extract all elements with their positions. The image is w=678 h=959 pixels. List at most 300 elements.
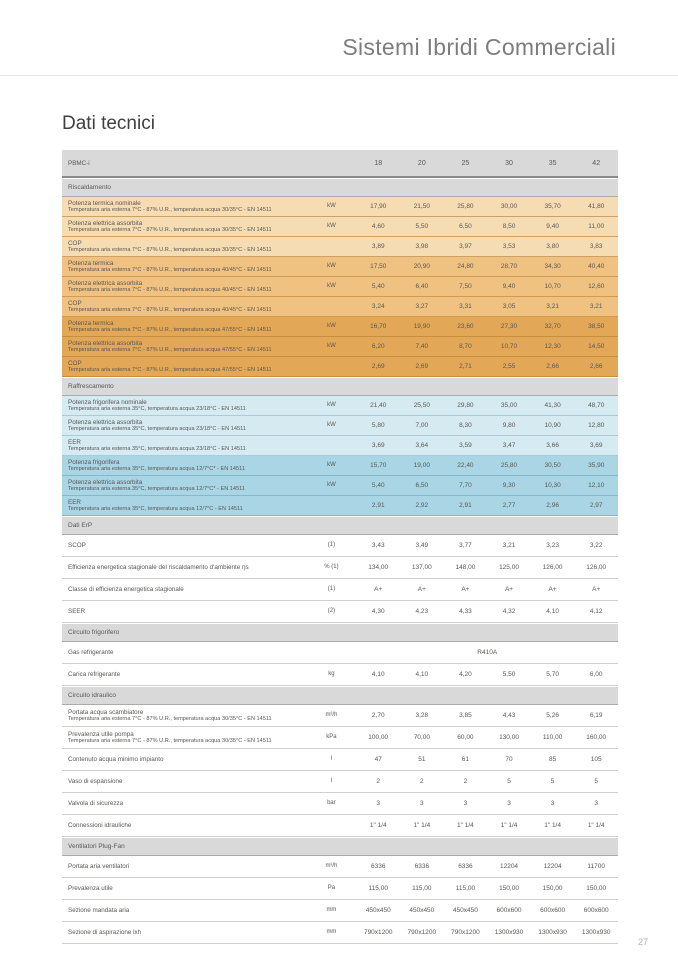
row-value: 25,80 (457, 203, 474, 210)
table-row (62, 197, 618, 217)
row-label (62, 749, 306, 770)
row-value: 2 (420, 778, 424, 785)
row-value: 1" 1/4 (413, 822, 431, 829)
table-row (62, 856, 618, 878)
table-header-row (62, 150, 618, 178)
row-value: 19,90 (413, 323, 430, 330)
row-value: 2,96 (546, 502, 559, 509)
row-value: 1300x930 (494, 929, 524, 936)
row-value: 6,20 (371, 343, 385, 350)
row-label-main: Prevalenza utile (68, 885, 113, 892)
row-value: 2,66 (589, 363, 603, 370)
table-row (62, 579, 618, 601)
row-value: 6336 (414, 863, 430, 870)
row-value: 21,40 (370, 402, 387, 409)
row-label (62, 396, 306, 415)
model-series-text: PBMC-i (68, 159, 90, 167)
row-value: 115,00 (368, 885, 388, 892)
row-value: 600x600 (583, 907, 609, 914)
model-column-header: 35 (548, 159, 557, 167)
table-row (62, 557, 618, 579)
row-label (62, 436, 306, 455)
row-label-main: COP (68, 299, 82, 307)
table-row (62, 771, 618, 793)
row-value: 3,47 (502, 442, 516, 449)
table-row (62, 416, 618, 436)
row-label-main: Gas refrigerante (68, 649, 114, 656)
row-value: 6,19 (589, 712, 603, 719)
row-value: 790x1200 (451, 929, 480, 936)
row-value: 4,43 (502, 712, 516, 719)
row-value: 47 (374, 756, 382, 763)
row-value: 450x450 (409, 907, 435, 914)
row-unit (306, 297, 356, 316)
row-label-condition: Temperatura aria esterna 7°C - 87% U.R., temperatura acqua 40/45°C - EN 14511 (68, 306, 272, 313)
table-row (62, 601, 618, 623)
row-value: 8,50 (502, 223, 516, 230)
section-row: Circuito idraulico (62, 686, 618, 705)
row-value: 16,70 (370, 323, 387, 330)
row-value: 3 (594, 800, 599, 807)
row-unit: (1) (327, 542, 336, 548)
row-value: 600x600 (540, 907, 566, 914)
row-value: 34,30 (544, 263, 561, 270)
row-value: 2,91 (371, 502, 385, 509)
row-unit: kW (327, 223, 336, 229)
row-value: 5 (507, 778, 511, 785)
row-value: 5,70 (546, 671, 559, 678)
row-value: 3,89 (371, 243, 385, 250)
row-value: 6336 (458, 863, 473, 870)
section-row: Circuito frigorifero (62, 623, 618, 642)
row-label (62, 856, 306, 877)
row-value: 9,40 (546, 223, 559, 230)
row-unit: m³/h (325, 863, 338, 869)
row-value: 32,70 (544, 323, 561, 330)
row-label-condition: Temperatura aria esterna 35°C, temperatura acqua 23/18°C - EN 14511 (68, 445, 246, 452)
row-value: 115,00 (412, 885, 432, 892)
row-value: 450x450 (365, 907, 391, 914)
row-value: 8,70 (459, 343, 472, 350)
row-value: 2,77 (502, 502, 516, 509)
row-label-main: Classe di efficienza energetica stagionale (68, 586, 184, 593)
row-label-condition: Temperatura aria esterna 35°C, temperatura acqua 12/7°C* - EN 14511 (68, 485, 245, 492)
row-value: 7,50 (459, 283, 472, 290)
row-value: 12,10 (588, 482, 605, 489)
row-label-main: Potenza elettrica assorbita (68, 478, 143, 486)
row-value: 4,10 (371, 671, 385, 678)
row-value: 20,90 (413, 263, 430, 270)
row-label-main: EER (68, 438, 81, 446)
row-value: 1" 1/4 (457, 822, 474, 829)
row-value: 5,50 (502, 671, 516, 678)
row-value: 12,30 (544, 343, 561, 350)
row-label (62, 337, 306, 356)
row-unit (306, 815, 356, 836)
row-value: 3 (376, 800, 381, 807)
table-row (62, 496, 618, 516)
row-label (62, 771, 306, 792)
row-value: 2,97 (589, 502, 603, 509)
table-row (62, 749, 618, 771)
row-value: A+ (461, 586, 470, 593)
header-divider (0, 75, 678, 76)
table-row (62, 257, 618, 277)
row-value: 450x450 (452, 907, 478, 914)
row-label-condition: Temperatura aria esterna 35°C, temperatura acqua 12/7°C* - EN 14511 (68, 465, 245, 472)
row-value: 150,00 (542, 885, 563, 892)
row-unit: kW (327, 323, 336, 329)
row-value: 126,00 (542, 564, 563, 571)
row-label-condition: Temperatura aria esterna 7°C - 87% U.R., temperatura acqua 30/35°C - EN 14511 (68, 206, 272, 213)
row-value: 5,50 (415, 223, 429, 230)
row-label-main: Portata aria ventilatori (68, 863, 130, 870)
row-value: 3,22 (589, 542, 603, 549)
row-unit: l (330, 778, 333, 784)
row-label-main: EER (68, 498, 81, 506)
row-label (62, 496, 306, 515)
table-row (62, 357, 618, 377)
row-value: 4,20 (459, 671, 472, 678)
row-unit: kW (327, 482, 336, 488)
model-column-header: 20 (417, 159, 426, 167)
row-label (62, 705, 306, 726)
row-label (62, 642, 306, 663)
row-value: 790x1200 (407, 929, 437, 936)
row-value: 85 (548, 756, 557, 763)
row-value: 22,40 (457, 462, 474, 469)
row-label (62, 237, 306, 256)
row-value: 12,60 (588, 283, 605, 290)
row-value: 25,50 (413, 402, 430, 409)
row-value: 130,00 (499, 734, 519, 741)
row-value: 35,00 (500, 402, 518, 409)
row-value: 4,10 (415, 671, 429, 678)
row-value: 4,60 (371, 223, 385, 230)
row-unit: Pa (327, 885, 336, 891)
row-value: 14,50 (588, 343, 605, 350)
row-value: 8,30 (459, 422, 472, 429)
row-value: 38,50 (588, 323, 605, 330)
table-row (62, 317, 618, 337)
row-label-main: Potenza termica nominale (68, 199, 141, 207)
row-value: 3,85 (459, 712, 472, 719)
row-unit: m³/h (325, 712, 338, 718)
row-label-main: Potenza termica (68, 259, 114, 267)
row-label-condition: Temperatura aria esterna 7°C - 87% U.R., temperatura acqua 30/35°C - EN 14511 (68, 737, 272, 744)
row-value: 6,50 (459, 223, 472, 230)
row-label (62, 476, 306, 495)
row-label (62, 922, 306, 943)
table-row (62, 396, 618, 416)
row-value: 3 (550, 800, 555, 807)
row-label-condition: Temperatura aria esterna 7°C - 87% U.R., temperatura acqua 47/55°C - EN 14511 (68, 366, 272, 373)
row-label (62, 357, 306, 376)
row-value: 10,70 (544, 283, 561, 290)
row-value: 6336 (371, 863, 386, 870)
row-value: 5,26 (546, 712, 559, 719)
row-value: 41,30 (544, 402, 561, 409)
row-label (62, 557, 306, 578)
section-row: Dati ErP (62, 516, 618, 535)
row-label-condition: Temperatura aria esterna 7°C - 87% U.R., temperatura acqua 30/35°C - EN 14511 (68, 246, 272, 253)
row-value: 3,83 (589, 243, 603, 250)
row-value: 2,71 (459, 363, 472, 370)
row-value: 25,80 (500, 462, 518, 469)
row-value: 3 (507, 800, 511, 807)
row-value: 3,21 (589, 303, 603, 310)
unit-header (306, 150, 356, 176)
row-value: 48,70 (588, 402, 605, 409)
row-value: 3,69 (589, 442, 603, 449)
row-value: 10,90 (544, 422, 561, 429)
row-value: 9,40 (502, 283, 516, 290)
row-label (62, 664, 306, 685)
row-value: 21,50 (413, 203, 430, 210)
row-label-main: Contenuto acqua minimo impianto (68, 756, 164, 763)
row-label-main: COP (68, 239, 82, 247)
row-label (62, 900, 306, 921)
row-label (62, 793, 306, 814)
row-value: 27,30 (500, 323, 518, 330)
section-row: Ventilatori Plug-Fan (62, 837, 618, 856)
table-row (62, 642, 618, 664)
row-value: 2,66 (546, 363, 559, 370)
data-table (62, 150, 618, 944)
row-value: 5 (594, 778, 599, 785)
row-value: 5,80 (371, 422, 385, 429)
row-value: 2 (376, 778, 381, 785)
row-value: 3,05 (502, 303, 516, 310)
row-value: 7,00 (415, 422, 429, 429)
row-value: 2,69 (415, 363, 429, 370)
row-value: 3,77 (459, 542, 472, 549)
row-label-condition: Temperatura aria esterna 7°C - 87% U.R., temperatura acqua 47/55°C - EN 14511 (68, 326, 272, 333)
row-value: 3,66 (546, 442, 559, 449)
row-unit: (2) (327, 608, 336, 614)
row-label-condition: Temperatura aria esterna 7°C - 87% U.R., temperatura acqua 47/55°C - EN 14511 (68, 346, 272, 353)
table-row (62, 727, 618, 749)
table-row (62, 922, 618, 944)
table-row (62, 664, 618, 686)
row-value: 6,00 (589, 671, 603, 678)
row-value: 12204 (499, 863, 519, 870)
row-label-main: Efficienza energetica stagionale del riscaldamento d'ambiente ηs (68, 564, 249, 571)
row-unit: % (1) (324, 564, 339, 570)
row-label (62, 601, 306, 622)
row-label-main: Potenza elettrica assorbita (68, 219, 143, 227)
row-value: 10,30 (544, 482, 561, 489)
row-value: 24,80 (457, 263, 474, 270)
row-value: 790x1200 (363, 929, 393, 936)
row-value: 41,80 (588, 203, 605, 210)
row-label-condition: Temperatura aria esterna 35°C, temperatura acqua 12/7°C - EN 14511 (68, 505, 243, 512)
row-label-main: Sezione mandata aria (68, 907, 130, 914)
row-value: 126,00 (586, 564, 607, 571)
row-unit: kPa (326, 734, 337, 740)
row-value: 7,40 (415, 343, 429, 350)
row-value: 134,00 (368, 564, 389, 571)
row-unit: mm (326, 929, 337, 935)
row-value: 4,12 (589, 608, 603, 615)
row-value: 3,24 (371, 303, 385, 310)
row-label-condition: Temperatura aria esterna 7°C - 87% U.R., temperatura acqua 30/35°C - EN 14511 (68, 226, 272, 233)
row-value: 3,53 (502, 243, 516, 250)
row-unit: kW (327, 283, 336, 289)
row-unit: kW (327, 343, 336, 349)
row-value: 5,40 (371, 283, 385, 290)
row-label-main: Potenza elettrica assorbita (68, 418, 143, 426)
row-value: 110,00 (542, 734, 563, 741)
table-row (62, 337, 618, 357)
row-value: 3,43 (371, 542, 385, 549)
row-value: 70 (505, 756, 513, 763)
row-value: 12204 (543, 863, 562, 870)
row-unit (306, 357, 356, 376)
row-value: 51 (418, 756, 426, 763)
row-value: 137,00 (411, 564, 432, 571)
row-unit: kW (327, 203, 336, 209)
row-value: 1" 1/4 (544, 822, 561, 829)
row-value: 9,30 (502, 482, 516, 489)
row-value: 4,32 (502, 608, 516, 615)
row-value: 6,40 (415, 283, 429, 290)
row-value: 30,00 (500, 203, 518, 210)
page-number: 27 (637, 937, 648, 947)
row-value: 30,50 (544, 462, 561, 469)
row-value: 4,10 (546, 608, 559, 615)
row-value: 60,00 (457, 734, 474, 741)
row-value: 3,80 (546, 243, 559, 250)
table-row (62, 237, 618, 257)
row-value: 35,70 (544, 203, 561, 210)
row-label-main: Carica refrigerante (68, 671, 121, 678)
row-label (62, 727, 306, 748)
row-value: 3 (463, 800, 468, 807)
model-column-header: 42 (592, 159, 601, 167)
row-unit: kg (328, 671, 335, 677)
row-value: 5 (550, 778, 555, 785)
row-label (62, 197, 306, 216)
row-value: 1300x930 (581, 929, 611, 936)
row-value: 10,70 (500, 343, 518, 350)
row-value: 100,00 (368, 734, 389, 741)
row-value: 4,23 (415, 608, 429, 615)
row-label-main: Potenza frigorifera (68, 458, 120, 466)
row-value: 1300x930 (538, 929, 567, 936)
model-series-label (62, 150, 306, 176)
row-value: 1" 1/4 (587, 822, 605, 829)
row-label-condition: Temperatura aria esterna 7°C - 87% U.R., temperatura acqua 30/35°C - EN 14511 (68, 715, 272, 722)
row-value: 6,50 (415, 482, 429, 489)
row-label-main: COP (68, 359, 82, 367)
row-unit (306, 436, 356, 455)
row-value: 23,60 (457, 323, 474, 330)
page-title: Dati tecnici (62, 113, 155, 134)
row-label-condition: Temperatura aria esterna 35°C, temperatura acqua 23/18°C - EN 14511 (68, 405, 246, 412)
row-label-main: Vaso di espansione (68, 778, 123, 785)
row-label-main: Portata acqua scambiatore (68, 708, 144, 716)
row-label-main: SCOP (68, 542, 86, 549)
row-value: A+ (374, 586, 383, 593)
row-unit (306, 496, 356, 515)
table-row (62, 297, 618, 317)
row-value: 1" 1/4 (500, 822, 518, 829)
row-label (62, 317, 306, 336)
row-unit (306, 642, 356, 663)
row-label-main: SEER (68, 608, 86, 615)
row-value: 2,55 (502, 363, 516, 370)
row-unit (306, 237, 356, 256)
row-unit: bar (327, 800, 336, 806)
row-value: 29,80 (457, 402, 474, 409)
row-value: 2,91 (459, 502, 472, 509)
row-value: 17,50 (370, 263, 387, 270)
row-value: 12,80 (588, 422, 605, 429)
row-value: 15,70 (370, 462, 387, 469)
row-value: 35,90 (588, 462, 605, 469)
row-value: 70,00 (413, 734, 430, 741)
row-value: 3,31 (459, 303, 472, 310)
row-label-condition: Temperatura aria esterna 7°C - 87% U.R., temperatura acqua 40/45°C - EN 14511 (68, 266, 272, 273)
row-label (62, 297, 306, 316)
table-row (62, 900, 618, 922)
table-row (62, 878, 618, 900)
model-column-header: 18 (374, 159, 383, 167)
table-row (62, 476, 618, 496)
model-column-header: 30 (505, 159, 513, 167)
row-label-main: Sezione di aspirazione lxh (68, 929, 142, 936)
row-value: 105 (590, 756, 602, 763)
row-label (62, 277, 306, 296)
row-label (62, 878, 306, 899)
row-value: 600x600 (496, 907, 522, 914)
row-value: 61 (461, 756, 470, 763)
row-label (62, 257, 306, 276)
row-value: 150,00 (499, 885, 519, 892)
row-value: 28,70 (500, 263, 518, 270)
row-value: 125,00 (499, 564, 519, 571)
row-value: 3,59 (459, 442, 472, 449)
table-row (62, 456, 618, 476)
row-value: A+ (592, 586, 601, 593)
row-label-main: Connessioni idrauliche (68, 822, 132, 829)
row-unit: kW (327, 462, 336, 468)
row-value: 148,00 (455, 564, 476, 571)
row-unit: kW (327, 422, 336, 428)
row-unit: mm (326, 907, 337, 913)
row-label-main: Potenza elettrica assorbita (68, 339, 143, 347)
row-label (62, 535, 306, 556)
row-label (62, 456, 306, 475)
row-label-condition: Temperatura aria esterna 35°C, temperatura acqua 23/18°C - EN 14511 (68, 425, 246, 432)
table-row (62, 705, 618, 727)
row-value: 3,21 (546, 303, 559, 310)
row-unit: kW (327, 263, 336, 269)
document-title: Sistemi Ibridi Commerciali (342, 34, 616, 60)
table-row (62, 217, 618, 237)
row-value: 3,69 (371, 442, 385, 449)
row-label-main: Potenza termica (68, 319, 114, 327)
row-value: 2,92 (415, 502, 429, 509)
row-value: 3,27 (415, 303, 429, 310)
row-value: A+ (504, 586, 514, 593)
row-label (62, 579, 306, 600)
row-value: 9,80 (502, 422, 516, 429)
row-value: 11700 (587, 863, 605, 870)
row-value: 3,49 (415, 542, 429, 549)
row-value: 17,90 (370, 203, 387, 210)
